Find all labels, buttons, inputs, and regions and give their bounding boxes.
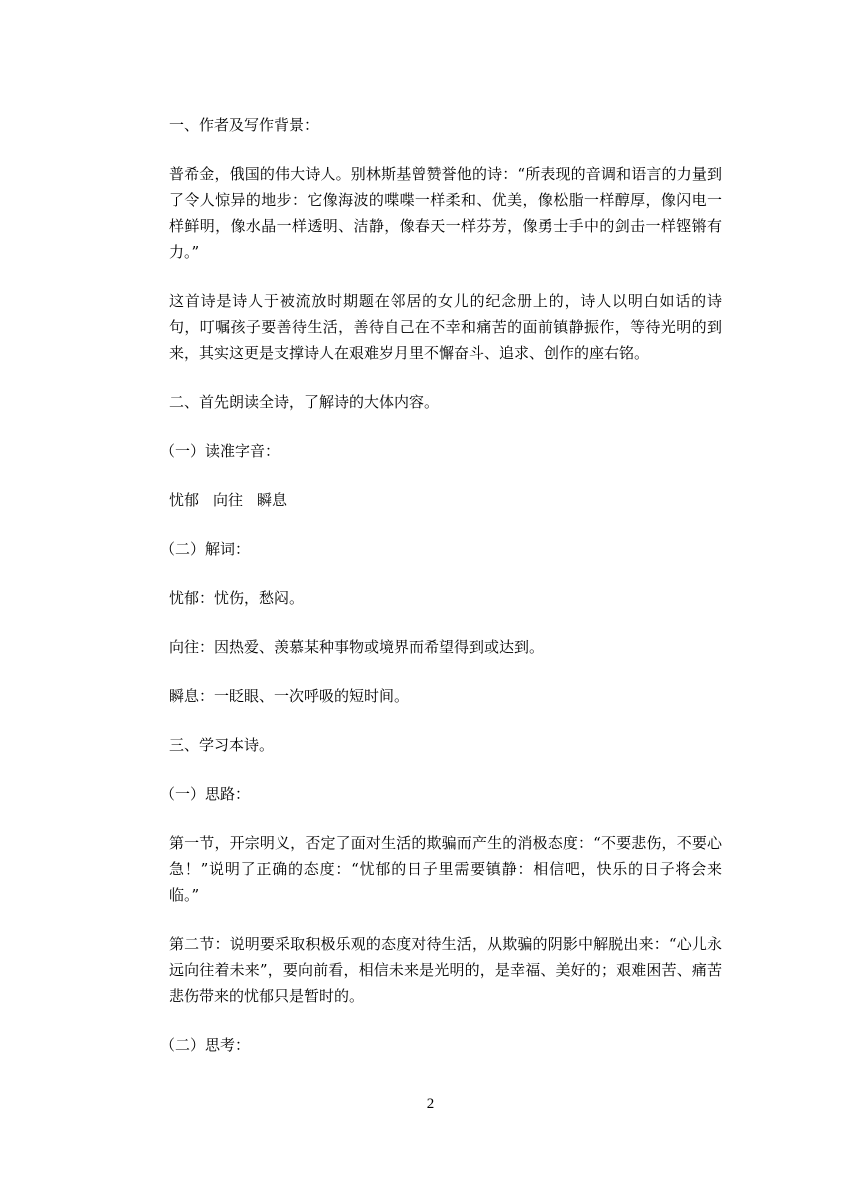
paragraph-stanza-two: 第二节：说明要采取积极乐观的态度对待生活，从欺骗的阴影中解脱出来：“心儿永远向往着未来”，要向前看，相信未来是光明的，是幸福、美好的；艰难困苦、痛苦悲伤带来的忧郁只是暂时的。	[169, 935, 722, 1005]
vocab-word: 忧郁	[169, 491, 200, 509]
definition-shunxi: 瞬息：一眨眼、一次呼吸的短时间。	[169, 687, 410, 705]
section-heading-read-poem: 二、首先朗读全诗，了解诗的大体内容。	[169, 393, 440, 411]
subheading-reflection: （二）思考：	[160, 1036, 251, 1054]
page-body	[160, 112, 722, 1081]
paragraph-stanza-one: 第一节，开宗明义，否定了面对生活的欺骗而产生的消极态度：“不要悲伤，不要心急！”说明了正确的态度：“忧郁的日子里需要镇静：相信吧，快乐的日子将会来临。”	[169, 834, 722, 904]
definition-xiangwang: 向往：因热爱、羡慕某种事物或境界而希望得到或达到。	[169, 638, 545, 656]
paragraph-pushkin-intro: 普希金，俄国的伟大诗人。别林斯基曾赞誉他的诗：“所表现的音调和语言的力量到了令人惊异的地步：它像海波的喋喋一样柔和、优美，像松脂一样醇厚，像闪电一样鲜明，像水晶一样透明、洁静，像春天一样芬芳，像勇士手中的剑击一样铿锵有力。”	[169, 165, 722, 261]
section-heading-study-poem: 三、学习本诗。	[169, 736, 275, 754]
subheading-structure: （一）思路：	[160, 785, 251, 803]
section-heading-author-background: 一、作者及写作背景：	[169, 116, 320, 134]
vocab-word: 瞬息	[257, 491, 288, 509]
subheading-pronunciation: （一）读准字音：	[160, 442, 281, 460]
definition-youyu: 忧郁：忧伤，愁闷。	[169, 589, 305, 607]
vocabulary-words	[169, 487, 722, 513]
page-number: 2	[426, 1096, 435, 1112]
subheading-definitions: （二）解词：	[160, 540, 251, 558]
paragraph-poem-background: 这首诗是诗人于被流放时期题在邻居的女儿的纪念册上的，诗人以明白如话的诗句，叮嘱孩子要善待生活，善待自己在不幸和痛苦的面前镇静振作，等待光明的到来，其实这更是支撑诗人在艰难岁月里不懈奋斗、追求、创作的座右铭。	[169, 292, 722, 362]
vocab-word: 向往	[213, 491, 244, 509]
